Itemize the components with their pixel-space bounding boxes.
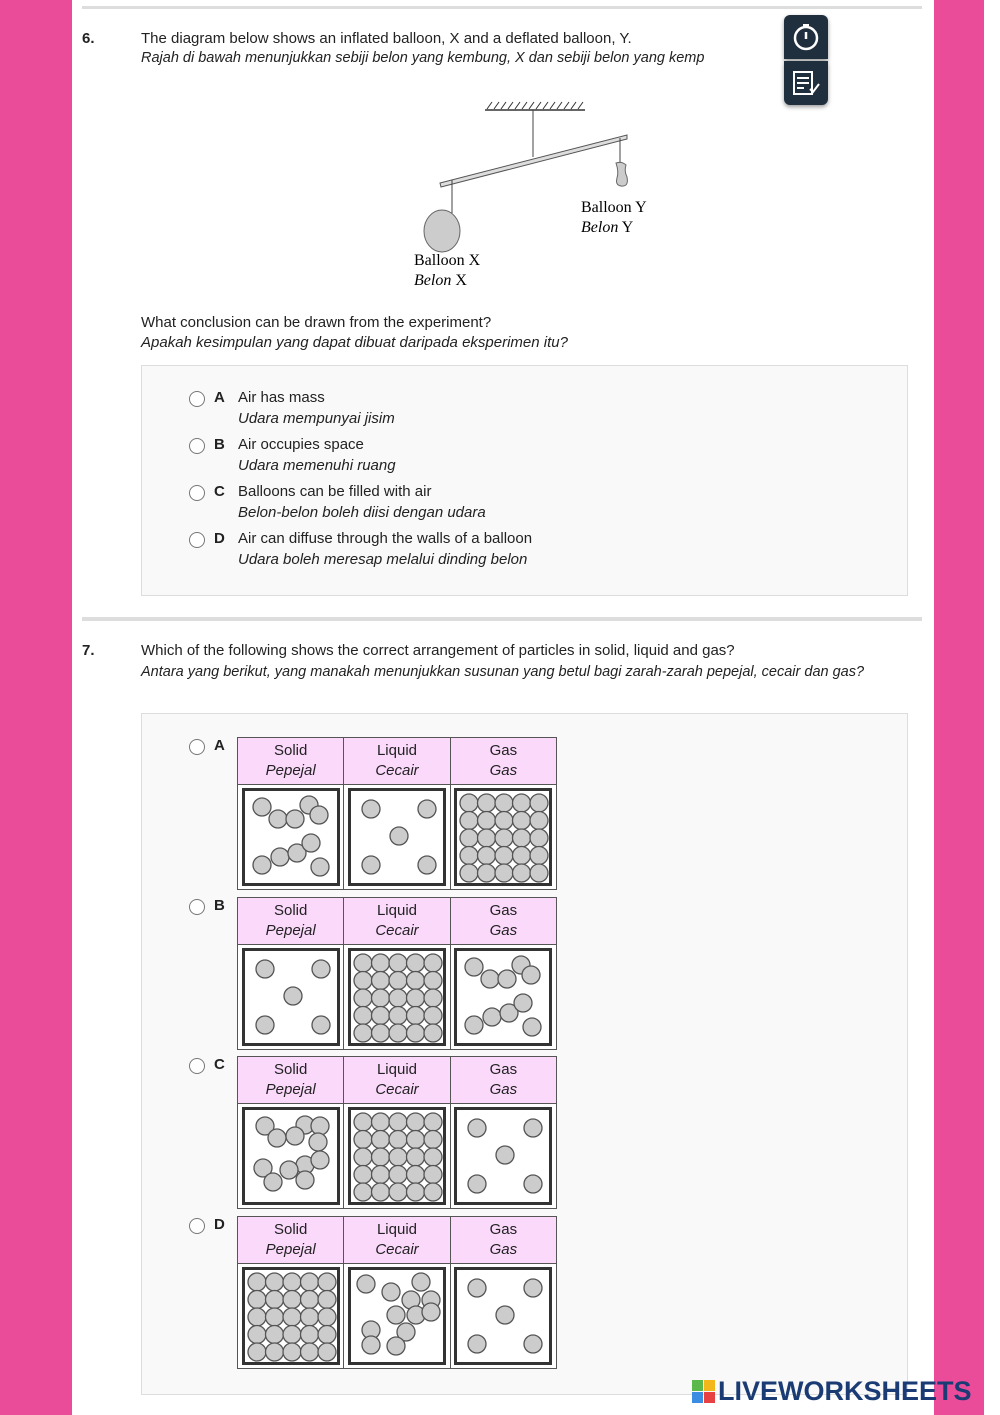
option-text: Balloons can be filled with air (238, 483, 432, 500)
option-letter: C (214, 1056, 225, 1073)
particle-diagram-packed (242, 1267, 340, 1365)
header-cell (238, 738, 344, 785)
state-label: Gas (489, 901, 518, 919)
question-text: The diagram below shows an inflated balloon, X and a deflated balloon, Y. (141, 30, 632, 47)
state-label: Solid (273, 742, 308, 759)
balloon-x-label: Balloon X (414, 252, 481, 269)
particle-diagram-scattered (348, 1267, 446, 1365)
particle-diagram-spread (454, 1107, 552, 1205)
particle-diagram-scattered (454, 948, 552, 1046)
header-cell (450, 1216, 556, 1263)
radio-button[interactable] (189, 1058, 205, 1074)
option-letter: B (214, 896, 225, 914)
question-number: 7. (82, 642, 95, 659)
header-cell (238, 1057, 344, 1104)
particle-diagram-spread (348, 788, 446, 886)
header-cell (450, 738, 556, 785)
particle-diagram-packed (454, 788, 552, 886)
belon-x-label: Belon (414, 272, 452, 289)
radio-button[interactable] (189, 391, 205, 407)
checklist-icon (784, 61, 828, 105)
particle-diagram-scattered (242, 1107, 340, 1205)
particle-table (237, 897, 557, 1050)
radio-button[interactable] (189, 532, 205, 548)
prompt: What conclusion can be drawn from the experiment? (141, 314, 492, 331)
svg-text:Belon X: Belon X (414, 272, 467, 289)
particle-diagram-packed (348, 1107, 446, 1205)
state-label-malay: Pepejal (265, 762, 316, 779)
question-text-malay: Antara yang berikut, yang manakah menunjukkan susunan yang betul bagi zarah-zarah pepejal, cecair dan gas? (141, 664, 865, 680)
particle-diagram-spread (454, 1267, 552, 1365)
state-label: Liquid (376, 1061, 418, 1078)
option-text-malay: Udara memenuhi ruang (238, 457, 396, 474)
state-label: Solid (273, 1061, 308, 1078)
option-letter: A (214, 737, 225, 754)
header-cell (238, 897, 344, 944)
state-label-malay: Gas (489, 1081, 518, 1098)
left-margin (0, 0, 72, 1415)
particle-diagram-spread (242, 948, 340, 1046)
particle-table (237, 1056, 557, 1209)
state-label-malay: Cecair (375, 762, 419, 779)
state-label: Solid (273, 901, 308, 919)
state-label-malay: Pepejal (265, 1081, 316, 1098)
state-label-malay: Gas (489, 762, 518, 779)
particle-table (237, 1216, 557, 1369)
question-text: Which of the following shows the correct arrangement of particles in solid, liquid and gas? (141, 642, 735, 659)
radio-button[interactable] (189, 1218, 205, 1234)
header-cell (238, 1216, 344, 1263)
header-cell (344, 738, 450, 785)
state-label-malay: Gas (489, 921, 518, 939)
state-label-malay: Cecair (375, 921, 419, 939)
option-text: Air has mass (238, 389, 325, 406)
option-text: Air can diffuse through the walls of a balloon (238, 530, 533, 547)
header-cell (450, 897, 556, 944)
prompt-malay: Apakah kesimpulan yang dapat dibuat daripada eksperimen itu? (141, 334, 568, 351)
state-label: Gas (489, 1220, 518, 1238)
state-label-malay: Cecair (375, 1240, 419, 1258)
state-label: Gas (489, 742, 518, 759)
question-number: 6. (82, 30, 95, 47)
state-label-malay: Pepejal (265, 921, 316, 939)
particle-diagram-packed (348, 948, 446, 1046)
svg-text:Belon Y: Belon Y (581, 219, 634, 236)
header-cell (344, 1216, 450, 1263)
option-text-malay: Belon-belon boleh diisi dengan udara (238, 504, 486, 521)
belon-y-label: Belon (581, 219, 619, 236)
radio-button[interactable] (189, 485, 205, 501)
right-margin (934, 0, 984, 1415)
header-cell (344, 897, 450, 944)
state-label: Liquid (376, 1220, 418, 1238)
radio-button[interactable] (189, 739, 205, 755)
timer-button[interactable] (784, 15, 828, 59)
top-divider (82, 6, 922, 9)
header-cell (344, 1057, 450, 1104)
header-cell (450, 1057, 556, 1104)
state-label-malay: Cecair (375, 1081, 419, 1098)
radio-button[interactable] (189, 438, 205, 454)
option-letter: C (214, 483, 225, 500)
particle-table (237, 737, 557, 890)
option-text-malay: Udara boleh meresap melalui dinding belon (238, 551, 528, 568)
question-divider (82, 617, 922, 621)
option-letter: D (214, 530, 225, 547)
state-label: Gas (489, 1061, 518, 1078)
radio-button[interactable] (189, 899, 205, 915)
question-text-malay: Rajah di bawah menunjukkan sebiji belon yang kembung, X dan sebiji belon yang kemp (141, 50, 705, 66)
checklist-button[interactable] (784, 61, 828, 105)
state-label-malay: Gas (489, 1240, 518, 1258)
balloon-y-label: Balloon Y (581, 199, 647, 216)
state-label: Solid (273, 1220, 308, 1238)
brand-name: LIVEWORKSHEETS (718, 1376, 972, 1406)
clock-icon (784, 15, 828, 59)
option-letter: D (214, 1215, 225, 1233)
brand-logo (692, 1376, 972, 1407)
option-text-malay: Udara mempunyai jisim (238, 410, 395, 427)
state-label-malay: Pepejal (265, 1240, 316, 1258)
option-letter: B (214, 436, 225, 453)
balloon-diagram (400, 85, 700, 295)
particle-diagram-scattered (242, 788, 340, 886)
option-letter: A (214, 389, 225, 406)
option-text: Air occupies space (238, 436, 364, 453)
state-label: Liquid (376, 742, 418, 759)
state-label: Liquid (376, 901, 418, 919)
